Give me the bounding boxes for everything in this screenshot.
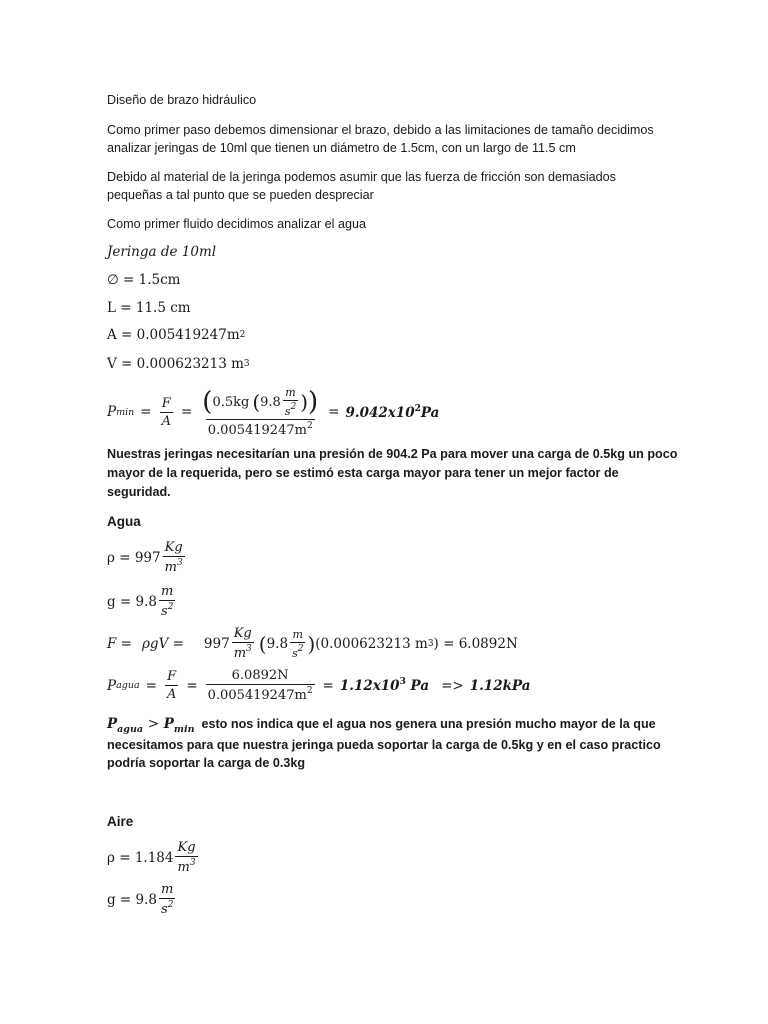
eq-area-exp: 2 bbox=[239, 330, 246, 340]
heading-aire: Aire bbox=[107, 814, 134, 829]
pagua-den: 0.005419247m bbox=[207, 688, 307, 703]
agua-F-m3-exp: 3 bbox=[246, 644, 252, 654]
agua-F-lhs: F = bbox=[107, 635, 132, 652]
agua-s: s bbox=[161, 604, 168, 619]
eq-area-lhs: A = 0.005419247m bbox=[107, 327, 240, 343]
pmin-P: P bbox=[107, 404, 117, 420]
pagua-result-unit: Pa bbox=[410, 678, 430, 694]
aire-s: s bbox=[161, 902, 168, 917]
agua-F-kg-m3 bbox=[232, 626, 254, 661]
agua-ms2 bbox=[159, 584, 175, 619]
pmin-g: 9.8 bbox=[260, 394, 281, 410]
pmin-num: 0.5kg bbox=[212, 394, 250, 410]
pmin-s: s bbox=[284, 405, 291, 418]
agua-rho-lhs: ρ = 997 bbox=[107, 549, 161, 566]
paragraph-4-line-2: mayor de la requerida, pero se estimó esta carga mayor para tener un mejor factor de bbox=[107, 466, 619, 480]
agua-m3-exp: 3 bbox=[176, 558, 183, 568]
eq-pmin: P min = $\frac{F}{A}$ = ( 0.5kg ( 9.8 $\frac{m}{s^2}$ ) ) $0.005419247m^2$ = $9.042x10^2Pa$ bbox=[107, 386, 440, 438]
agua-F-m3: m bbox=[233, 646, 247, 661]
cmp-P2-sub: min bbox=[173, 724, 195, 735]
agua-g-lhs: g = 9.8 bbox=[107, 593, 158, 610]
heading-agua: Agua bbox=[107, 514, 141, 529]
pmin-ms2 bbox=[283, 386, 298, 418]
pagua-F: F bbox=[167, 669, 177, 684]
pmin-F-over-A bbox=[160, 396, 173, 429]
eq-diameter: ∅ = 1.5cm bbox=[107, 272, 181, 288]
aire-kg: Kg bbox=[177, 840, 196, 855]
cmp-P1-sub: agua bbox=[117, 724, 144, 735]
aire-m3: m bbox=[177, 860, 190, 875]
agua-F-vol: (0.000623213 m bbox=[315, 635, 428, 652]
aire-m: m bbox=[161, 882, 174, 897]
eq-area bbox=[107, 327, 245, 343]
eq-agua-rho bbox=[107, 540, 187, 575]
pmin-den-exp: 2 bbox=[306, 421, 313, 431]
pagua-A: A bbox=[166, 687, 177, 702]
comparison-line-2: necesitamos para que nuestra jeringa pueda soportar la carga de 0.5kg y en el caso practico bbox=[107, 738, 661, 752]
cmp-gt: > bbox=[147, 716, 160, 732]
pagua-result bbox=[340, 677, 429, 694]
agua-F-kg: Kg bbox=[233, 626, 252, 641]
eq-agua-g bbox=[107, 584, 177, 619]
pmin-den: 0.005419247m bbox=[207, 423, 307, 438]
agua-F-vol-exp: 3 bbox=[427, 638, 434, 649]
agua-s-exp: 2 bbox=[167, 602, 174, 612]
aire-ms2 bbox=[159, 882, 175, 917]
agua-F-result: ) = 6.0892N bbox=[433, 635, 518, 652]
agua-kg: Kg bbox=[164, 540, 183, 555]
agua-F-997: 997 bbox=[203, 635, 230, 652]
paragraph-1-line-1: Como primer paso debemos dimensionar el brazo, debido a las limitaciones de tamaño decidimos bbox=[107, 123, 654, 137]
agua-m: m bbox=[161, 584, 174, 599]
eq-volume-exp: 3 bbox=[243, 359, 250, 369]
eq-volume bbox=[107, 356, 250, 372]
agua-F-mid: ρgV = bbox=[141, 635, 184, 652]
aire-kg-m3 bbox=[175, 840, 197, 875]
cmp-P1: P bbox=[107, 716, 118, 732]
eq-volume-lhs: V = 0.000623213 m bbox=[107, 356, 244, 372]
paragraph-1-line-2: analizar jeringas de 10ml que tienen un diámetro de 1.5cm, con un largo de 11.5 cm bbox=[107, 141, 576, 155]
pagua-result-kpa: 1.12kPa bbox=[469, 677, 531, 694]
cmp-P2: P bbox=[163, 716, 174, 732]
agua-F-s-exp: 2 bbox=[297, 643, 304, 654]
pagua-num: 6.0892N bbox=[231, 668, 289, 683]
eq-aire-g bbox=[107, 882, 177, 917]
agua-F-ms2 bbox=[290, 628, 305, 660]
agua-F-m: m bbox=[292, 627, 303, 641]
agua-kg-m3 bbox=[163, 540, 185, 575]
pmin-A: A bbox=[161, 413, 171, 429]
pmin-fraction: ( 0.5kg ( 9.8 $\frac{m}{s^2}$ ) ) $0.005419247m^2$ bbox=[202, 386, 319, 438]
aire-s-exp: 2 bbox=[167, 900, 174, 910]
pmin-result-unit: Pa bbox=[420, 404, 440, 421]
pagua-fraction bbox=[206, 668, 315, 703]
pagua-den-exp: 2 bbox=[306, 686, 313, 696]
agua-m3: m bbox=[164, 560, 177, 575]
paragraph-2-line-2: pequeñas a tal punto que se pueden despreciar bbox=[107, 188, 374, 202]
eq-agua-force: F = ρgV = 997 $\frac{Kg}{m^3}$ ( 9.8 $\frac{m}{s^2}$ ) (0.000623213 m 3 ) = 6.0892N bbox=[107, 626, 518, 661]
aire-m3-exp: 3 bbox=[189, 858, 196, 868]
pagua-result-exp: 3 bbox=[399, 677, 406, 687]
aire-g-lhs: g = 9.8 bbox=[107, 891, 158, 908]
pmin-result-exp: 2 bbox=[414, 403, 421, 414]
agua-F-98: 9.8 bbox=[266, 635, 289, 652]
eq-jeringa-label: Jeringa de 10ml bbox=[107, 244, 217, 260]
agua-F-s: s bbox=[292, 646, 298, 660]
pagua-result-value: 1.12x10 bbox=[339, 678, 400, 694]
comparison-line-3: podría soportar la carga de 0.3kg bbox=[107, 756, 306, 770]
aire-rho-lhs: ρ = 1.184 bbox=[107, 849, 174, 866]
paragraph-3: Como primer fluido decidimos analizar el agua bbox=[107, 217, 366, 231]
paragraph-2-line-1: Debido al material de la jeringa podemos asumir que las fuerza de fricción son demasiados bbox=[107, 170, 616, 184]
pagua-F-over-A bbox=[165, 669, 178, 702]
paragraph-4-line-3: seguridad. bbox=[107, 485, 171, 499]
eq-pagua: P agua = $\frac{F}{A}$ = $\frac{6.0892N}{0.005419247m^2}$ = $1.12x10^3$ Pa => 1.12kPa bbox=[107, 668, 531, 703]
cmp-text: esto nos indica que el agua nos genera una presión mucho mayor de la que bbox=[201, 717, 656, 731]
doc-title: Diseño de brazo hidráulico bbox=[107, 93, 257, 107]
eq-length: L = 11.5 cm bbox=[107, 300, 191, 316]
pmin-F: F bbox=[161, 395, 171, 411]
pmin-result bbox=[345, 404, 439, 421]
pmin-result-value: 9.042x10 bbox=[345, 404, 415, 421]
paragraph-4-line-1: Nuestras jeringas necesitarían una presión de 904.2 Pa para mover una carga de 0.5kg un poco bbox=[107, 447, 678, 461]
pmin-sub: min bbox=[116, 406, 135, 418]
pagua-P: P bbox=[107, 677, 117, 694]
pmin-m: m bbox=[285, 386, 296, 399]
pagua-sub: agua bbox=[116, 680, 140, 691]
pmin-s-exp: 2 bbox=[290, 402, 297, 412]
eq-aire-rho bbox=[107, 840, 200, 875]
pagua-arrow: => bbox=[441, 677, 464, 694]
